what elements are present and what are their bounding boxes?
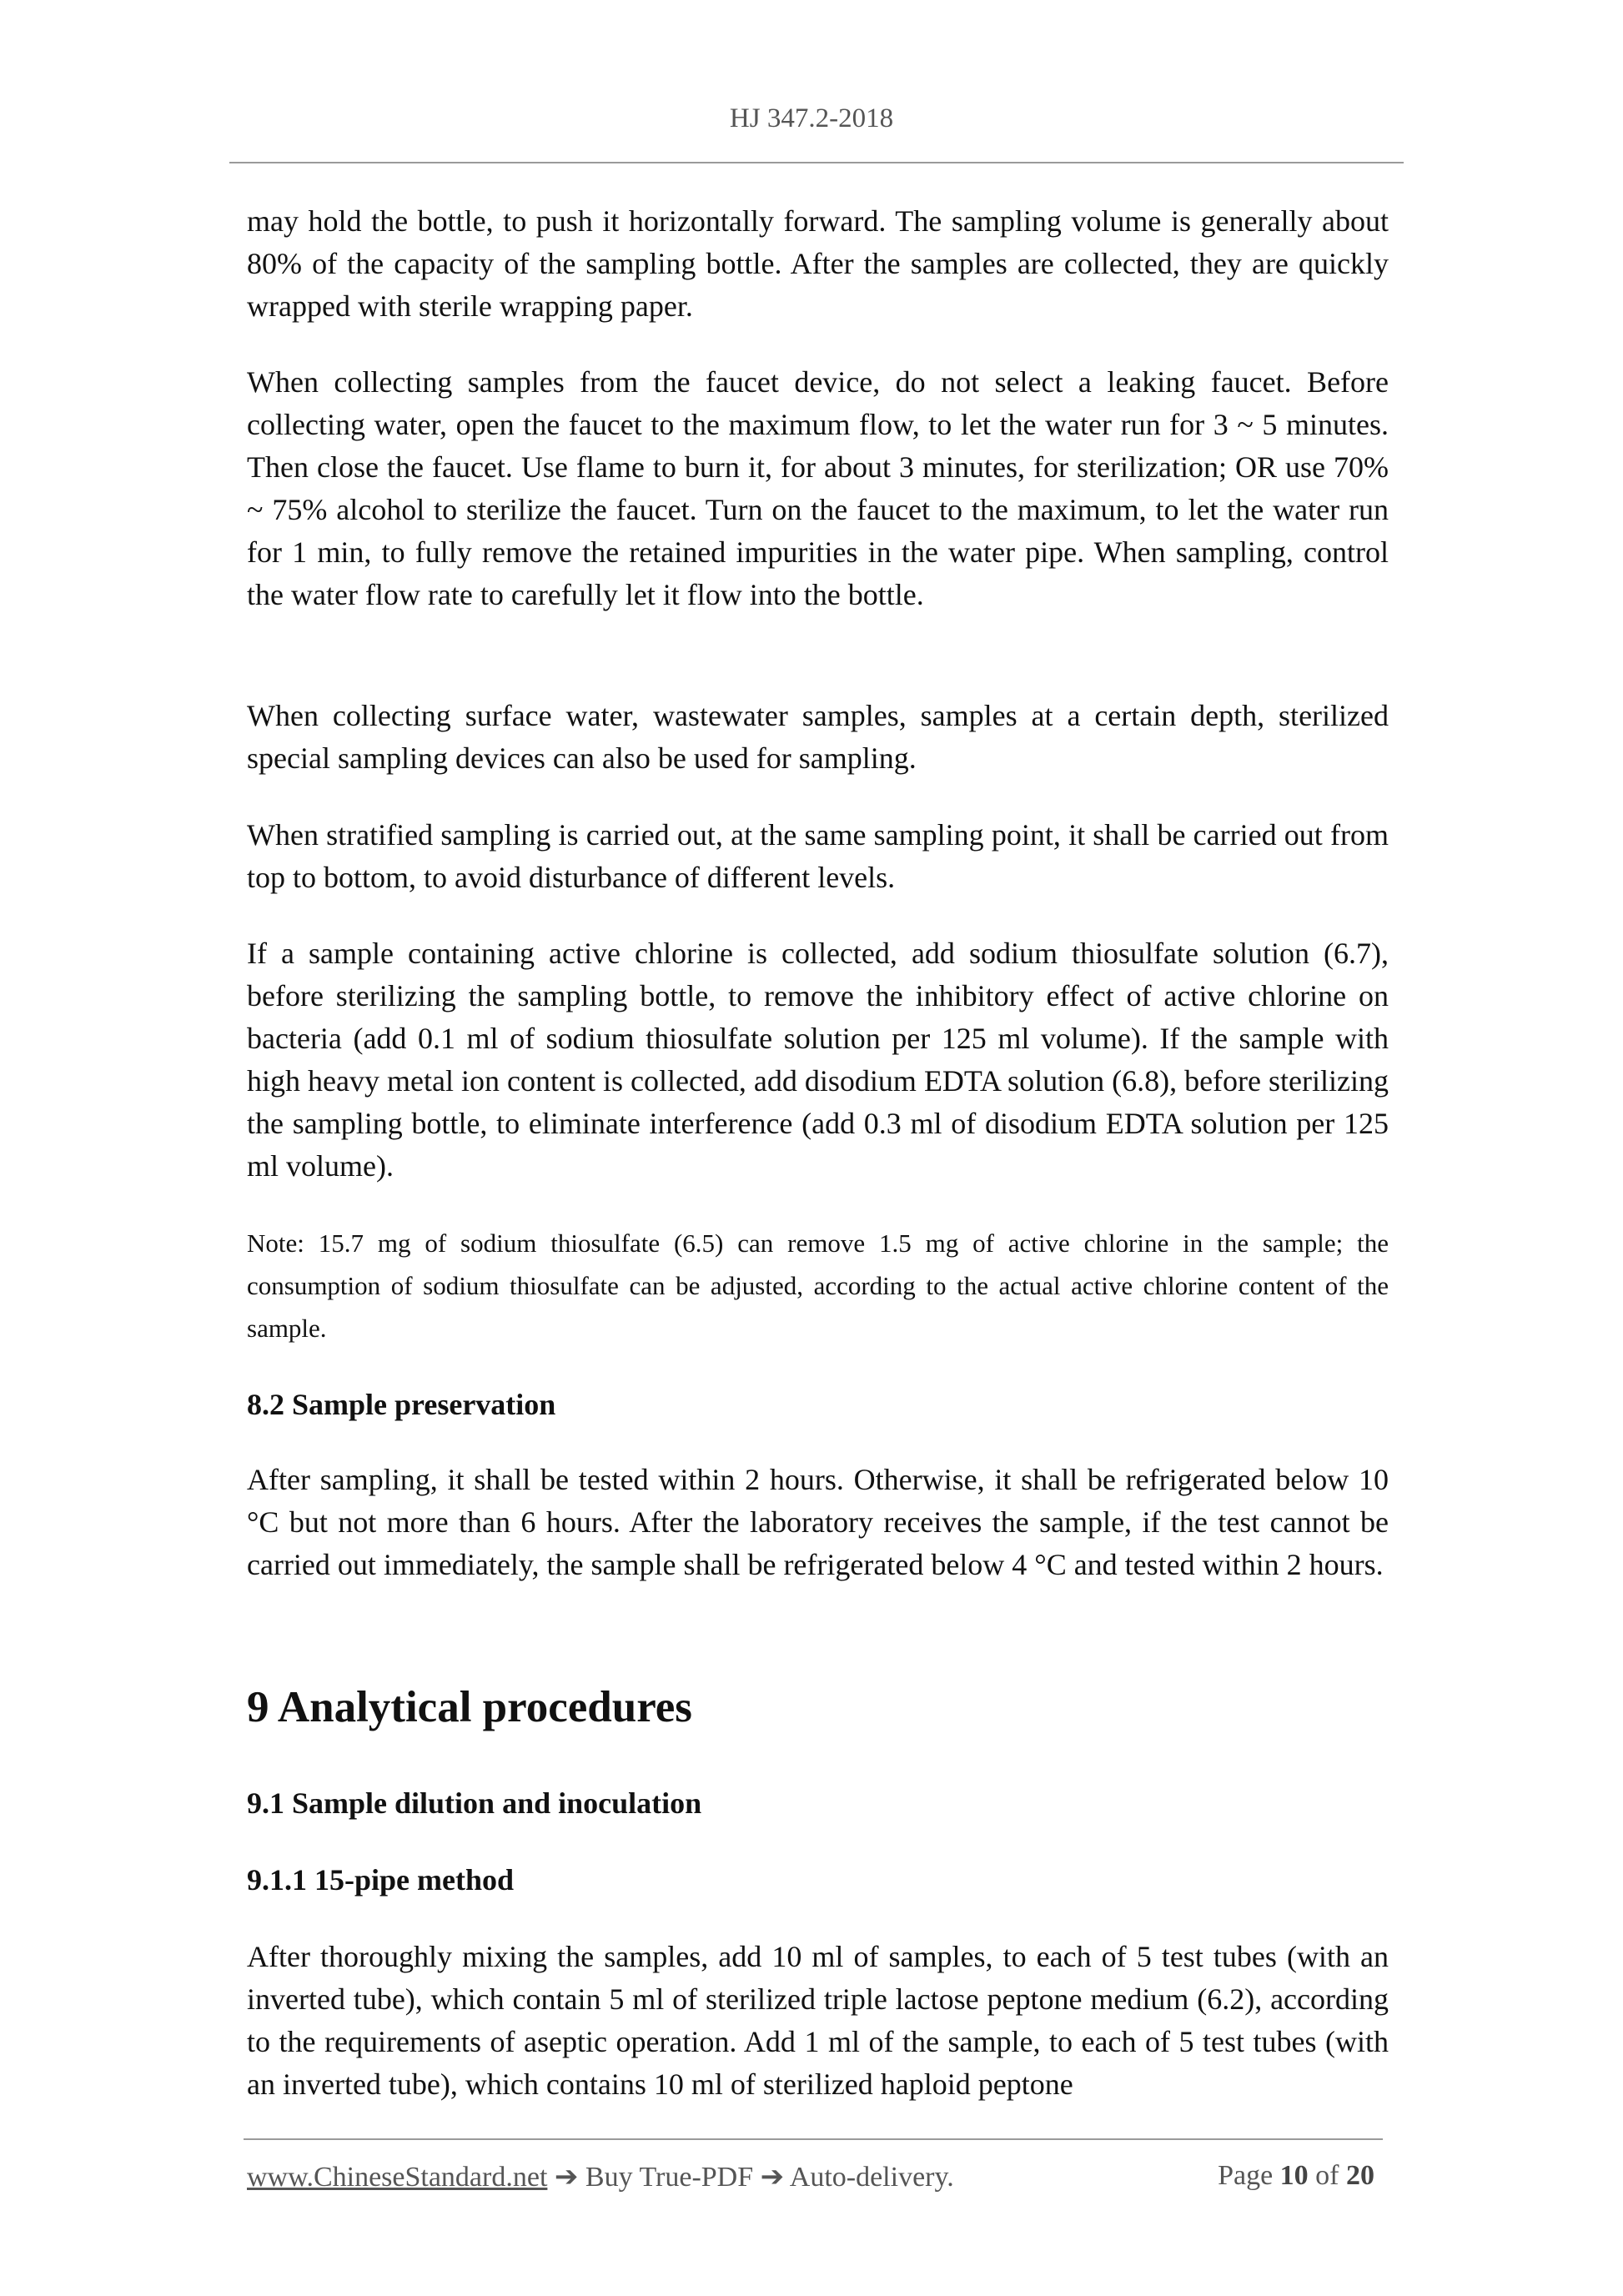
section-heading-9-1: 9.1 Sample dilution and inoculation [247, 1786, 702, 1820]
paragraph: After sampling, it shall be tested within 2 hours. Otherwise, it shall be refrigerated below 10 °C but not more than 6 hours. After the laboratory receives the sample, if the test cannot be carried out immediately, the sample shall be refrigerated below 4 °C and tested within 2 hours. [247, 1463, 1389, 1581]
page-label: Page [1218, 2160, 1274, 2191]
header-divider [229, 162, 1404, 163]
footer-links [247, 2160, 954, 2193]
arrow-right-icon: ➔ [554, 2162, 579, 2193]
paragraph: When collecting samples from the faucet device, do not select a leaking faucet. Before collecting water, open the faucet to the maximum flow, to let the water run for 3 ~ 5 minutes. Then close the faucet. Use flame to burn it, for about 3 minutes, for sterilization; OR use 70% ~ 75% alcohol to sterilize the faucet. Turn on the faucet to the maximum, to let the water run for 1 min, to fully remove the retained impurities in the water pipe. When sampling, control the water flow rate to carefully let it flow into the bottle. [247, 365, 1389, 611]
section-heading-9: 9 Analytical procedures [247, 1683, 692, 1731]
footer-divider [244, 2138, 1383, 2140]
paragraph: may hold the bottle, to push it horizontally forward. The sampling volume is generally about 80% of the capacity of the sampling bottle. After the samples are collected, they are quickly wrapped with sterile wrapping paper. [247, 204, 1389, 323]
document-id-header: HJ 347.2-2018 [729, 103, 894, 133]
current-page: 10 [1279, 2160, 1309, 2191]
paragraph: After thoroughly mixing the samples, add 10 ml of samples, to each of 5 test tubes (with an inverted tube), which contain 5 ml of sterilized triple lactose peptone medium (6.2), according to the requirements of aseptic operation. Add 1 ml of the sample, to each of 5 test tubes (with an inverted tube), which contains 10 ml of sterilized haploid peptone [247, 1940, 1389, 2101]
section-heading-8-2: 8.2 Sample preservation [247, 1388, 556, 1421]
total-pages: 20 [1346, 2160, 1374, 2191]
section-heading-9-1-1: 9.1.1 15-pipe method [247, 1863, 515, 1897]
auto-delivery-text: Auto-delivery. [789, 2162, 954, 2193]
paragraph: When stratified sampling is carried out, at the same sampling point, it shall be carried out from top to bottom, to avoid disturbance of different levels. [247, 818, 1389, 894]
arrow-right-icon: ➔ [760, 2162, 785, 2193]
of-label: of [1315, 2160, 1339, 2191]
paragraph: If a sample containing active chlorine is collected, add sodium thiosulfate solution (6.7), before sterilizing the sampling bottle, to remove the inhibitory effect of active chlorine on bacteria (add 0.1 ml of sodium thiosulfate solution per 125 ml volume). If the sample with high heavy metal ion content is collected, add disodium EDTA solution (6.8), before sterilizing the sampling bottle, to eliminate interference (add 0.3 ml of disodium EDTA solution per 125 ml volume). [247, 937, 1389, 1183]
note: Note: 15.7 mg of sodium thiosulfate (6.5) can remove 1.5 mg of active chlorine in the sample; the consumption of sodium thiosulfate can be adjusted, according to the actual active chlorine content of the sample. [247, 1228, 1389, 1343]
paragraph: When collecting surface water, wastewater samples, samples at a certain depth, sterilized special sampling devices can also be used for sampling. [247, 699, 1389, 775]
page-number [1218, 2160, 1374, 2192]
website-link[interactable]: www.ChineseStandard.net [247, 2162, 548, 2193]
buy-pdf-text: Buy True-PDF [585, 2162, 754, 2193]
